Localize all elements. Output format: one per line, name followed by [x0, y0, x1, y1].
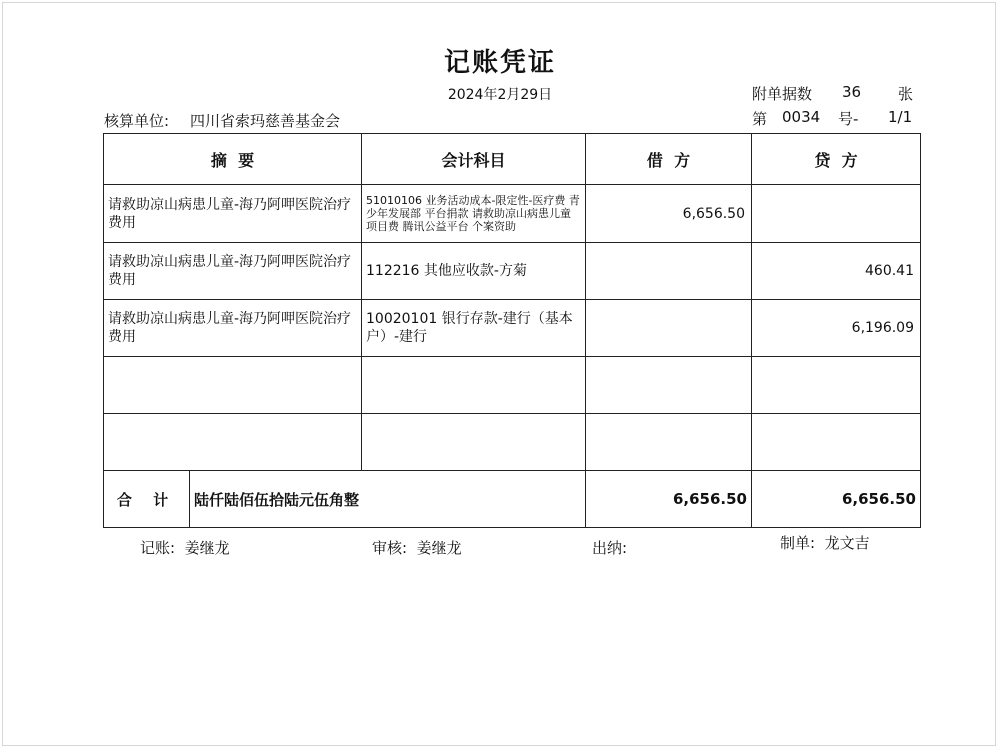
voucher-table: [103, 133, 921, 528]
preparer-signature: 制单: 龙文吉: [780, 534, 870, 552]
table-row: [104, 243, 921, 300]
header-debit: 借 方: [586, 134, 752, 185]
total-credit: 6,656.50: [752, 471, 921, 528]
attachments-unit: 张: [898, 85, 914, 103]
row-credit: [752, 185, 921, 243]
table-row: [104, 185, 921, 243]
table-row-empty: [104, 414, 921, 471]
row-debit: [586, 243, 752, 300]
empty-account-cell: [362, 414, 586, 471]
total-label: 合 计: [104, 471, 190, 528]
total-amount-in-words: 陆仟陆佰伍拾陆元伍角整: [190, 471, 586, 528]
row-account: 10020101 银行存款-建行（基本户）-建行: [362, 300, 586, 357]
empty-summary-cell: [104, 357, 362, 414]
attachments-count: 36: [842, 83, 862, 101]
row-summary: 请救助凉山病患儿童-海乃阿呷医院治疗费用: [104, 243, 362, 300]
table-header-row: [104, 134, 921, 185]
row-summary: 请救助凉山病患儿童-海乃阿呷医院治疗费用: [104, 185, 362, 243]
total-debit: 6,656.50: [586, 471, 752, 528]
row-credit: 460.41: [752, 243, 921, 300]
header-summary: 摘 要: [104, 134, 362, 185]
total-row: [104, 471, 921, 528]
row-credit: 6,196.09: [752, 300, 921, 357]
cashier-signature: 出纳:: [592, 539, 628, 557]
empty-credit-cell: [752, 414, 921, 471]
empty-account-cell: [362, 357, 586, 414]
attachments-label: 附单据数: [752, 85, 813, 103]
reviewer-signature: 审核: 姜继龙: [372, 539, 462, 557]
voucher-number-suffix: 号-: [838, 110, 859, 128]
row-summary: 请救助凉山病患儿童-海乃阿呷医院治疗费用: [104, 300, 362, 357]
accounting-unit-label: 核算单位:: [104, 112, 170, 130]
row-account: 112216 其他应收款-方菊: [362, 243, 586, 300]
empty-debit-cell: [586, 414, 752, 471]
table-row: [104, 300, 921, 357]
voucher-date: 2024年2月29日: [447, 87, 553, 103]
table-row-empty: [104, 357, 921, 414]
header-account: 会计科目: [362, 134, 586, 185]
voucher-number: 0034: [782, 108, 821, 126]
bookkeeper-signature: 记账: 姜继龙: [140, 539, 230, 557]
empty-credit-cell: [752, 357, 921, 414]
empty-debit-cell: [586, 357, 752, 414]
row-debit: [586, 300, 752, 357]
voucher-page: 1/1: [888, 108, 913, 126]
row-debit: 6,656.50: [586, 185, 752, 243]
voucher-number-prefix: 第: [752, 110, 768, 128]
voucher-title: 记账凭证: [443, 48, 556, 78]
empty-summary-cell: [104, 414, 362, 471]
row-account: 51010106 业务活动成本-限定性-医疗费 青少年发展部 平台捐款 请救助凉山病患儿童 项目费 腾讯公益平台 个案资助: [362, 185, 586, 243]
header-credit: 贷 方: [752, 134, 921, 185]
accounting-unit-name: 四川省索玛慈善基金会: [190, 112, 341, 130]
